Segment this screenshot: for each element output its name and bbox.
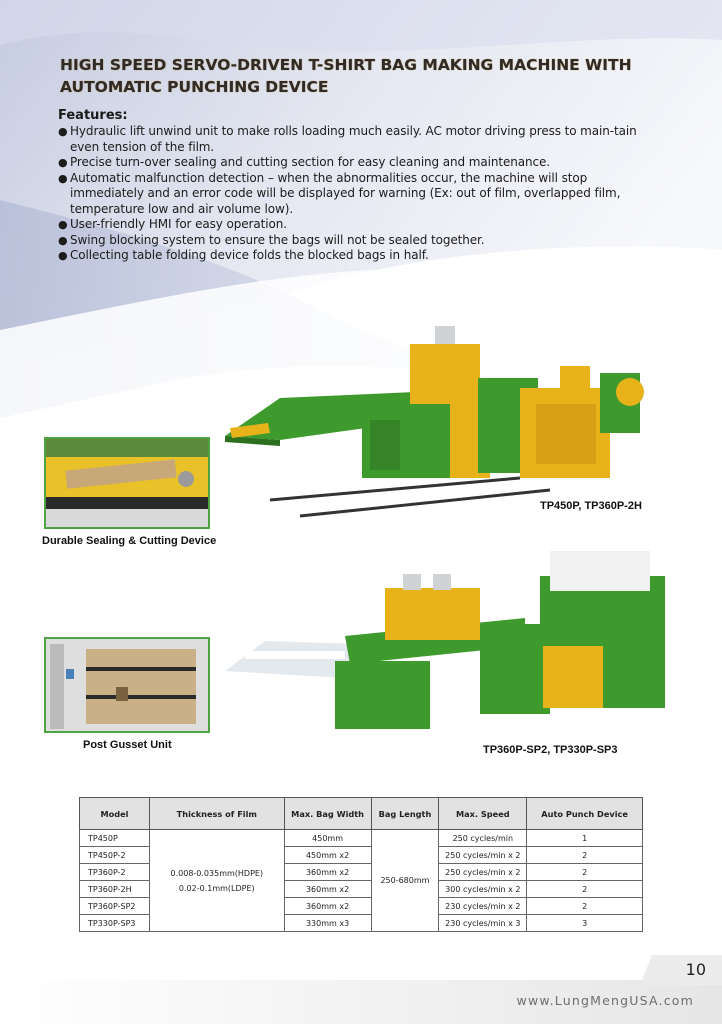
- machine2-caption: TP360P-SP2, TP330P-SP3: [483, 744, 618, 756]
- header-model: Model: [80, 798, 150, 830]
- cell-punch: 2: [527, 898, 643, 915]
- machine-middle-frame: [480, 624, 550, 714]
- cell-width: 360mm x2: [284, 898, 371, 915]
- thumb2-caption: Post Gusset Unit: [83, 739, 172, 751]
- website-url: www.LungMengUSA.com: [516, 993, 694, 1008]
- cell-width: 360mm x2: [284, 881, 371, 898]
- thickness-ldpe: 0.02-0.1mm(LDPE): [178, 883, 255, 893]
- page-title: [60, 54, 660, 98]
- feature-text: Swing blocking system to ensure the bags will not be sealed together.: [70, 232, 485, 247]
- bullet-icon: ●: [58, 171, 68, 185]
- cell-model: TP360P-SP2: [80, 898, 150, 915]
- page-number-tab: [640, 955, 722, 985]
- cell-speed: 250 cycles/min x 2: [439, 864, 527, 881]
- feature-item: [58, 217, 648, 233]
- feature-item: [58, 155, 648, 171]
- machine-image-tp450p: [220, 318, 650, 518]
- thumb-post-gusset: [44, 637, 210, 733]
- features-heading: Features:: [58, 108, 128, 123]
- machine-frame: [335, 661, 430, 729]
- cell-speed: 250 cycles/min: [439, 830, 527, 847]
- cell-speed: 300 cycles/min x 2: [439, 881, 527, 898]
- feature-item: [58, 171, 648, 218]
- cell-model: TP360P-2: [80, 864, 150, 881]
- cell-punch: 2: [527, 864, 643, 881]
- cell-speed: 230 cycles/min x 3: [439, 915, 527, 932]
- cell-model: TP450P-2: [80, 847, 150, 864]
- feature-item: [58, 124, 648, 155]
- machine-cylinder: [435, 326, 455, 344]
- machine-cylinder: [403, 574, 421, 590]
- cell-speed: 230 cycles/min x 2: [439, 898, 527, 915]
- spec-table: [79, 797, 643, 932]
- bullet-icon: ●: [58, 156, 68, 169]
- thumb1-caption: Durable Sealing & Cutting Device: [42, 535, 217, 547]
- features-list: [58, 124, 648, 264]
- cell-punch: 2: [527, 847, 643, 864]
- cell-width: 450mm: [284, 830, 371, 847]
- header-punch: Auto Punch Device: [527, 798, 643, 830]
- cell-speed: 250 cycles/min x 2: [439, 847, 527, 864]
- machine-roll-holder: [560, 366, 590, 388]
- feature-item: [58, 248, 648, 264]
- page-number: 10: [685, 960, 706, 979]
- machine-panel: [370, 420, 400, 470]
- cell-punch: 3: [527, 915, 643, 932]
- header-width: Max. Bag Width: [284, 798, 371, 830]
- table-header-row: [80, 798, 643, 830]
- machine-sealing-unit: [385, 588, 480, 640]
- machine-cylinder: [433, 574, 451, 590]
- header-thickness: Thickness of Film: [149, 798, 284, 830]
- title-line-2: AUTOMATIC PUNCHING DEVICE: [60, 78, 329, 96]
- cell-thickness: [149, 830, 284, 932]
- cell-punch: 1: [527, 830, 643, 847]
- thickness-hdpe: 0.008-0.035mm(HDPE): [170, 868, 264, 878]
- machine-roll: [616, 378, 644, 406]
- machine-film-roll: [550, 551, 650, 591]
- feature-text: User-friendly HMI for easy operation.: [70, 217, 287, 231]
- sealing-device-photo: [46, 439, 208, 527]
- bullet-icon: ●: [58, 233, 68, 247]
- bullet-icon: ●: [58, 125, 68, 138]
- bullet-icon: ●: [58, 218, 68, 231]
- post-gusset-photo: [46, 639, 208, 731]
- table-row: [80, 830, 643, 847]
- cell-model: TP360P-2H: [80, 881, 150, 898]
- title-line-1: HIGH SPEED SERVO-DRIVEN T-SHIRT BAG MAKING MACHINE WITH: [60, 56, 632, 74]
- cell-width: 360mm x2: [284, 864, 371, 881]
- machine-image-tp360p-sp2: [225, 546, 670, 741]
- cell-model: TP450P: [80, 830, 150, 847]
- machine-unwind-base: [603, 628, 665, 708]
- header-speed: Max. Speed: [439, 798, 527, 830]
- machine-unwind-panel: [536, 404, 596, 464]
- feature-text: Hydraulic lift unwind unit to make rolls loading much easily. AC motor driving press to main-tain even tension of the film.: [70, 124, 637, 154]
- feature-text: Precise turn-over sealing and cutting section for easy cleaning and maintenance.: [70, 155, 551, 169]
- cell-punch: 2: [527, 881, 643, 898]
- cell-width: 450mm x2: [284, 847, 371, 864]
- feature-item: [58, 233, 648, 249]
- bullet-icon: ●: [58, 249, 68, 262]
- thumb-sealing-cutting: [44, 437, 210, 529]
- cell-bag-length: 250-680mm: [371, 830, 439, 932]
- machine1-caption: TP450P, TP360P-2H: [540, 500, 642, 512]
- cell-width: 330mm x3: [284, 915, 371, 932]
- feature-text: Collecting table folding device folds the blocked bags in half.: [70, 248, 429, 262]
- cell-model: TP330P-SP3: [80, 915, 150, 932]
- header-length: Bag Length: [371, 798, 439, 830]
- feature-text: Automatic malfunction detection – when the abnormalities occur, the machine will stop immediately and an error code will be displayed for warning (Ex: out of film, overlapped film, temperature low and air volume low).: [70, 170, 621, 216]
- features-section: [58, 108, 648, 264]
